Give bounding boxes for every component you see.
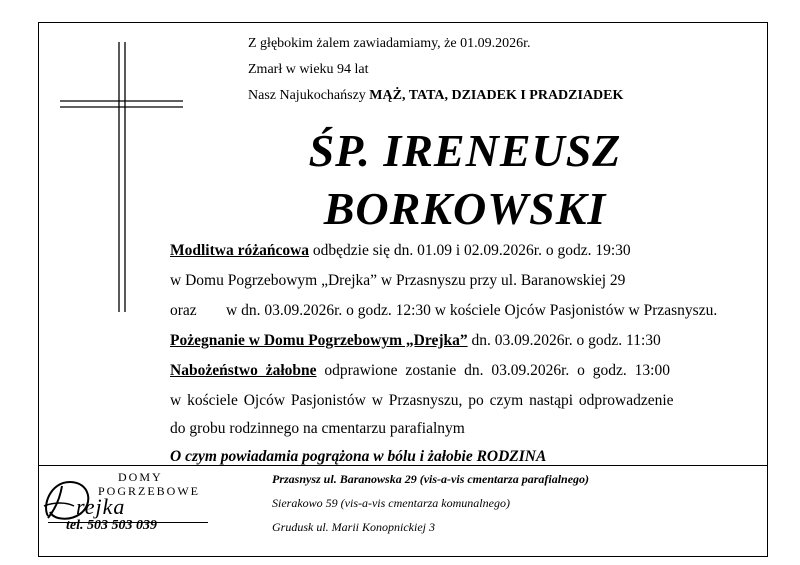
phone-number: tel. 503 503 039 <box>66 518 157 533</box>
farewell-label: Pożegnanie w Domu Pogrzebowym „Drejka” <box>170 332 468 349</box>
mass-text: odprawione zostanie dn. 03.09.2026r. o godz. 13:00 <box>316 362 670 379</box>
address-grudusk: Grudusk ul. Marii Konopnickiej 3 <box>272 520 435 534</box>
rosary-label: Modlitwa różańcowa <box>170 242 310 259</box>
address-przasnysz: Przasnysz ul. Baranowska 29 (vis-a-vis cmentarza parafialnego) <box>272 472 590 486</box>
rosary-line-3-oraz: oraz <box>170 302 197 319</box>
rosary-text: odbędzie się dn. 01.09 i 02.09.2026r. o godz. 19:30 <box>309 242 631 259</box>
intro-line-1: Z głębokim żalem zawiadamiamy, że 01.09.2026r. <box>248 36 531 51</box>
rosary-line-2: w Domu Pogrzebowym „Drejka” w Przasnyszu przy ul. Baranowskiej 29 <box>170 272 626 289</box>
rosary-line-3: w dn. 03.09.2026r. o godz. 12:30 w kościele Ojców Pasjonistów w Przasnyszu. <box>226 302 718 319</box>
address-sierakowo: Sierakowo 59 (vis-a-vis cmentarza komunalnego) <box>272 496 510 510</box>
logo-top-text: DOMY <box>118 470 163 484</box>
footer-divider <box>38 465 768 466</box>
intro-line-2: Zmarł w wieku 94 lat <box>248 62 369 77</box>
deceased-last-name: BORKOWSKI <box>323 183 607 234</box>
mass-line-2: w kościele Ojców Pasjonistów w Przasnyszu, po czym nastąpi odprowadzenie <box>170 392 674 409</box>
rosary-line-1 <box>170 242 631 260</box>
closing-line: O czym powiadamia pogrążona w bólu i żałobie RODZINA <box>170 448 547 465</box>
farewell-text: dn. 03.09.2026r. o godz. 11:30 <box>467 332 661 349</box>
intro-line-3-prefix: Nasz Najukochańszy <box>248 88 370 103</box>
intro-line-3 <box>248 88 623 104</box>
mass-line-1 <box>170 362 670 380</box>
logo-mid-text: POGRZEBOWE <box>98 484 200 498</box>
mass-line-3: do grobu rodzinnego na cmentarzu parafialnym <box>170 420 465 437</box>
mass-label: Nabożeństwo żałobne <box>170 362 317 379</box>
farewell-line <box>170 332 661 350</box>
logo-script-text: rejka <box>76 494 126 519</box>
deceased-first-name: ŚP. IRENEUSZ <box>308 125 622 176</box>
intro-relations: MĄŻ, TATA, DZIADEK I PRADZIADEK <box>369 88 624 103</box>
